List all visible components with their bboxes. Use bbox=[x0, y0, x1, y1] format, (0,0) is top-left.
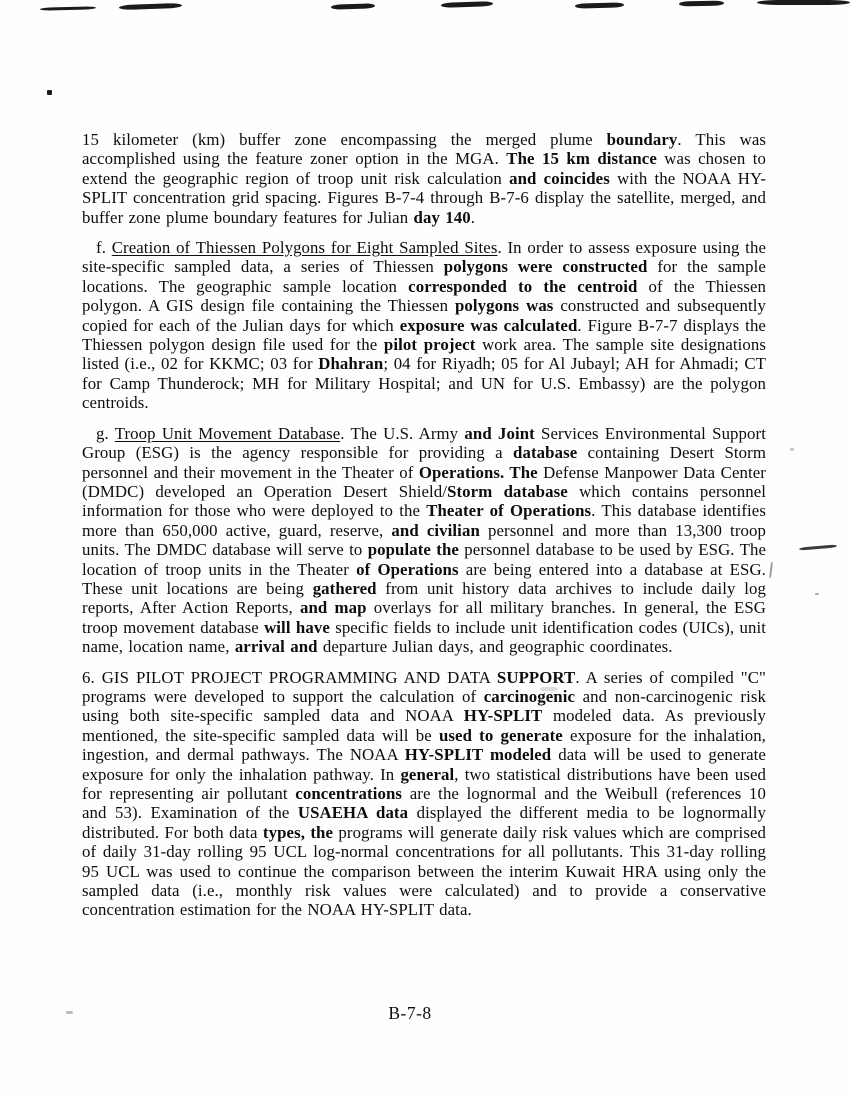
text-segment: The 15 km distance bbox=[506, 149, 657, 169]
text-segment: which contains personnel information for those who were deployed to the bbox=[82, 481, 767, 521]
scan-artifact-top-7 bbox=[757, 0, 850, 5]
text-segment: polygons was bbox=[454, 296, 554, 316]
scan-artifact-dot bbox=[47, 90, 52, 95]
underlined-heading: Creation of Thiessen Polygons for Eight Sampled Sites bbox=[111, 238, 498, 258]
text-segment: work area. The sample site designations listed (i.e., 02 for KKMC; 03 for bbox=[82, 335, 767, 374]
text-segment: gathered bbox=[312, 578, 377, 598]
text-segment: Services Environmental Support Group (ESG) is the agency responsible for providing a bbox=[82, 423, 766, 463]
text-segment: Theater of Operations bbox=[426, 501, 592, 521]
text-segment: SUPPORT bbox=[496, 667, 576, 687]
text-segment: database bbox=[513, 443, 578, 463]
text-segment: displayed the different media to be lognormally distributed. For both data bbox=[82, 803, 767, 842]
text-segment: and non-carcinogenic risk using both site-specific sampled data and NOAA bbox=[82, 686, 766, 726]
text-segment: will have bbox=[264, 617, 330, 637]
text-segment: specific fields to include unit identification codes (UICs), unit name, location name, bbox=[82, 617, 767, 657]
text-segment: exposure for the inhalation, ingestion, and dermal pathways. The NOAA bbox=[82, 725, 766, 765]
text-segment: . In order to assess exposure using the site-specific sampled data, a series of Thiessen bbox=[82, 238, 766, 277]
text-segment: and coincides bbox=[509, 168, 610, 188]
text-segment: g. bbox=[96, 423, 115, 443]
scan-artifact-top-2 bbox=[119, 3, 182, 10]
text-segment: with the NOAA HY-SPLIT concentration grid spacing. Figures B-7-4 through B-7-6 display the satellite, merged, and buffer zone plume boundary features for Julian bbox=[82, 168, 767, 227]
scan-artifact-right-dash bbox=[799, 544, 837, 550]
text-segment: HY-SPLIT modeled bbox=[404, 745, 552, 765]
text-segment: overlays for all military branches. In general, the ESG troop movement database bbox=[82, 598, 767, 637]
text-segment: modeled data. As previously mentioned, the site-specific sampled data will be bbox=[82, 706, 767, 745]
scan-artifact-right-speck bbox=[815, 593, 819, 595]
text-segment: personnel database to be used by ESG. The location of troop units in the Theater bbox=[82, 540, 766, 579]
text-segment: data will be used to generate exposure for only the inhalation pathway. In bbox=[82, 745, 766, 784]
text-segment: Defense Manpower Data Center (DMDC) developed an Operation Desert Shield/ bbox=[82, 462, 766, 501]
text-segment: . Figure B-7-7 displays the Thiessen polygon design file used for the bbox=[82, 315, 766, 355]
text-segment: . This database identifies more than 650,000 active, guard, reserve, bbox=[82, 501, 766, 540]
text-segment: HY-SPLIT bbox=[463, 706, 543, 726]
text-segment: constructed and subsequently copied for each of the Julian days for which bbox=[82, 296, 766, 335]
text-segment: . A series of compiled "C" programs were developed to support the calculation of bbox=[82, 667, 766, 706]
para-buffer-zone bbox=[82, 130, 766, 227]
text-segment: containing Desert Storm personnel and their movement in the Theater of bbox=[82, 443, 766, 482]
page-number: B-7-8 bbox=[388, 1003, 432, 1023]
para-g-troop-unit-movement bbox=[82, 424, 766, 657]
para-f-thiessen-polygons bbox=[82, 238, 766, 413]
text-segment: pilot project bbox=[383, 335, 476, 355]
text-segment: . This was accomplished using the feature zoner option in the MGA. bbox=[82, 130, 766, 169]
scan-artifact-right-curve bbox=[769, 562, 773, 578]
text-segment: 15 kilometer (km) buffer zone encompassing the merged plume bbox=[82, 130, 607, 149]
text-segment: populate the bbox=[367, 540, 459, 560]
scan-artifact-top-4 bbox=[441, 1, 493, 8]
text-segment: 6. GIS PILOT PROJECT PROGRAMMING AND DATA bbox=[82, 667, 497, 687]
text-segment: general bbox=[400, 764, 455, 784]
text-segment: . The U.S. Army bbox=[340, 423, 465, 443]
text-segment: day 140 bbox=[413, 207, 471, 227]
text-segment: departure Julian days, and geographic coordinates. bbox=[317, 637, 673, 657]
text-segment: are the lognormal and the Weibull (references 10 and 53). Examination of the bbox=[82, 784, 766, 823]
scan-artifact-top-3 bbox=[331, 3, 375, 10]
underlined-heading: Troop Unit Movement Database bbox=[114, 423, 341, 443]
scan-artifact-margin-speck bbox=[790, 448, 794, 451]
text-segment: . bbox=[470, 207, 476, 227]
text-segment: are being entered into a database at ESG. These unit locations are being bbox=[82, 559, 766, 598]
text-segment: boundary bbox=[606, 130, 678, 149]
text-segment: for the sample locations. The geographic sample location bbox=[82, 257, 766, 296]
scan-artifact-top-1 bbox=[40, 6, 96, 10]
text-segment: programs will generate daily risk values which are comprised of daily 31-day rolling 95 UCL log-normal concentrations for all pollutants. This 31-day rolling 95 UCL was used to continue the comparison between the interim Kuwait HRA using only the sampled data (i.e., monthly risk values were calculated) and to provide a conservative concentration estimation for the NOAA HY-SPLIT data. bbox=[82, 822, 766, 920]
text-segment: corresponded to the centroid bbox=[408, 276, 638, 296]
para-6-gis-pilot-project bbox=[82, 668, 766, 920]
text-segment: arrival and bbox=[234, 637, 318, 657]
text-segment: was chosen to extend the geographic region of troop unit risk calculation bbox=[82, 149, 766, 188]
scan-artifact-top-5 bbox=[575, 2, 624, 8]
text-segment: and map bbox=[299, 598, 367, 618]
text-segment: polygons were constructed bbox=[443, 257, 648, 277]
text-segment: from unit history data archives to include daily log reports, After Action Reports, bbox=[82, 578, 767, 618]
text-segment: carcinogenic bbox=[483, 686, 576, 706]
text-segment: f. bbox=[96, 238, 112, 258]
text-segment: used to generate bbox=[438, 725, 563, 745]
text-block bbox=[82, 130, 766, 920]
text-segment: and civilian bbox=[391, 520, 480, 540]
scan-artifact-top-6 bbox=[679, 1, 724, 7]
text-segment: Operations. The bbox=[418, 462, 538, 482]
text-segment: of Operations bbox=[356, 559, 459, 579]
text-segment: ; 04 for Riyadh; 05 for Al Jubayl; AH for Ahmadi; CT for Camp Thunderock; MH for Military Hospital; and UN for U.S. Embassy) are the polygon centroids. bbox=[82, 354, 766, 413]
text-segment: Storm database bbox=[447, 481, 568, 501]
text-segment: USAEHA data bbox=[297, 803, 409, 823]
text-segment: types, the bbox=[262, 822, 334, 842]
text-segment: concentrations bbox=[295, 784, 403, 803]
text-segment: personnel and more than 13,300 troop units. The DMDC database will serve to bbox=[82, 520, 766, 560]
text-segment: , two statistical distributions have been used for representing air pollutant bbox=[82, 764, 766, 803]
text-segment: and Joint bbox=[464, 423, 535, 443]
text-segment: exposure was calculated bbox=[399, 315, 578, 335]
text-segment: Dhahran bbox=[318, 354, 384, 374]
text-segment: of the Thiessen polygon. A GIS design file containing the Thiessen bbox=[82, 276, 766, 316]
